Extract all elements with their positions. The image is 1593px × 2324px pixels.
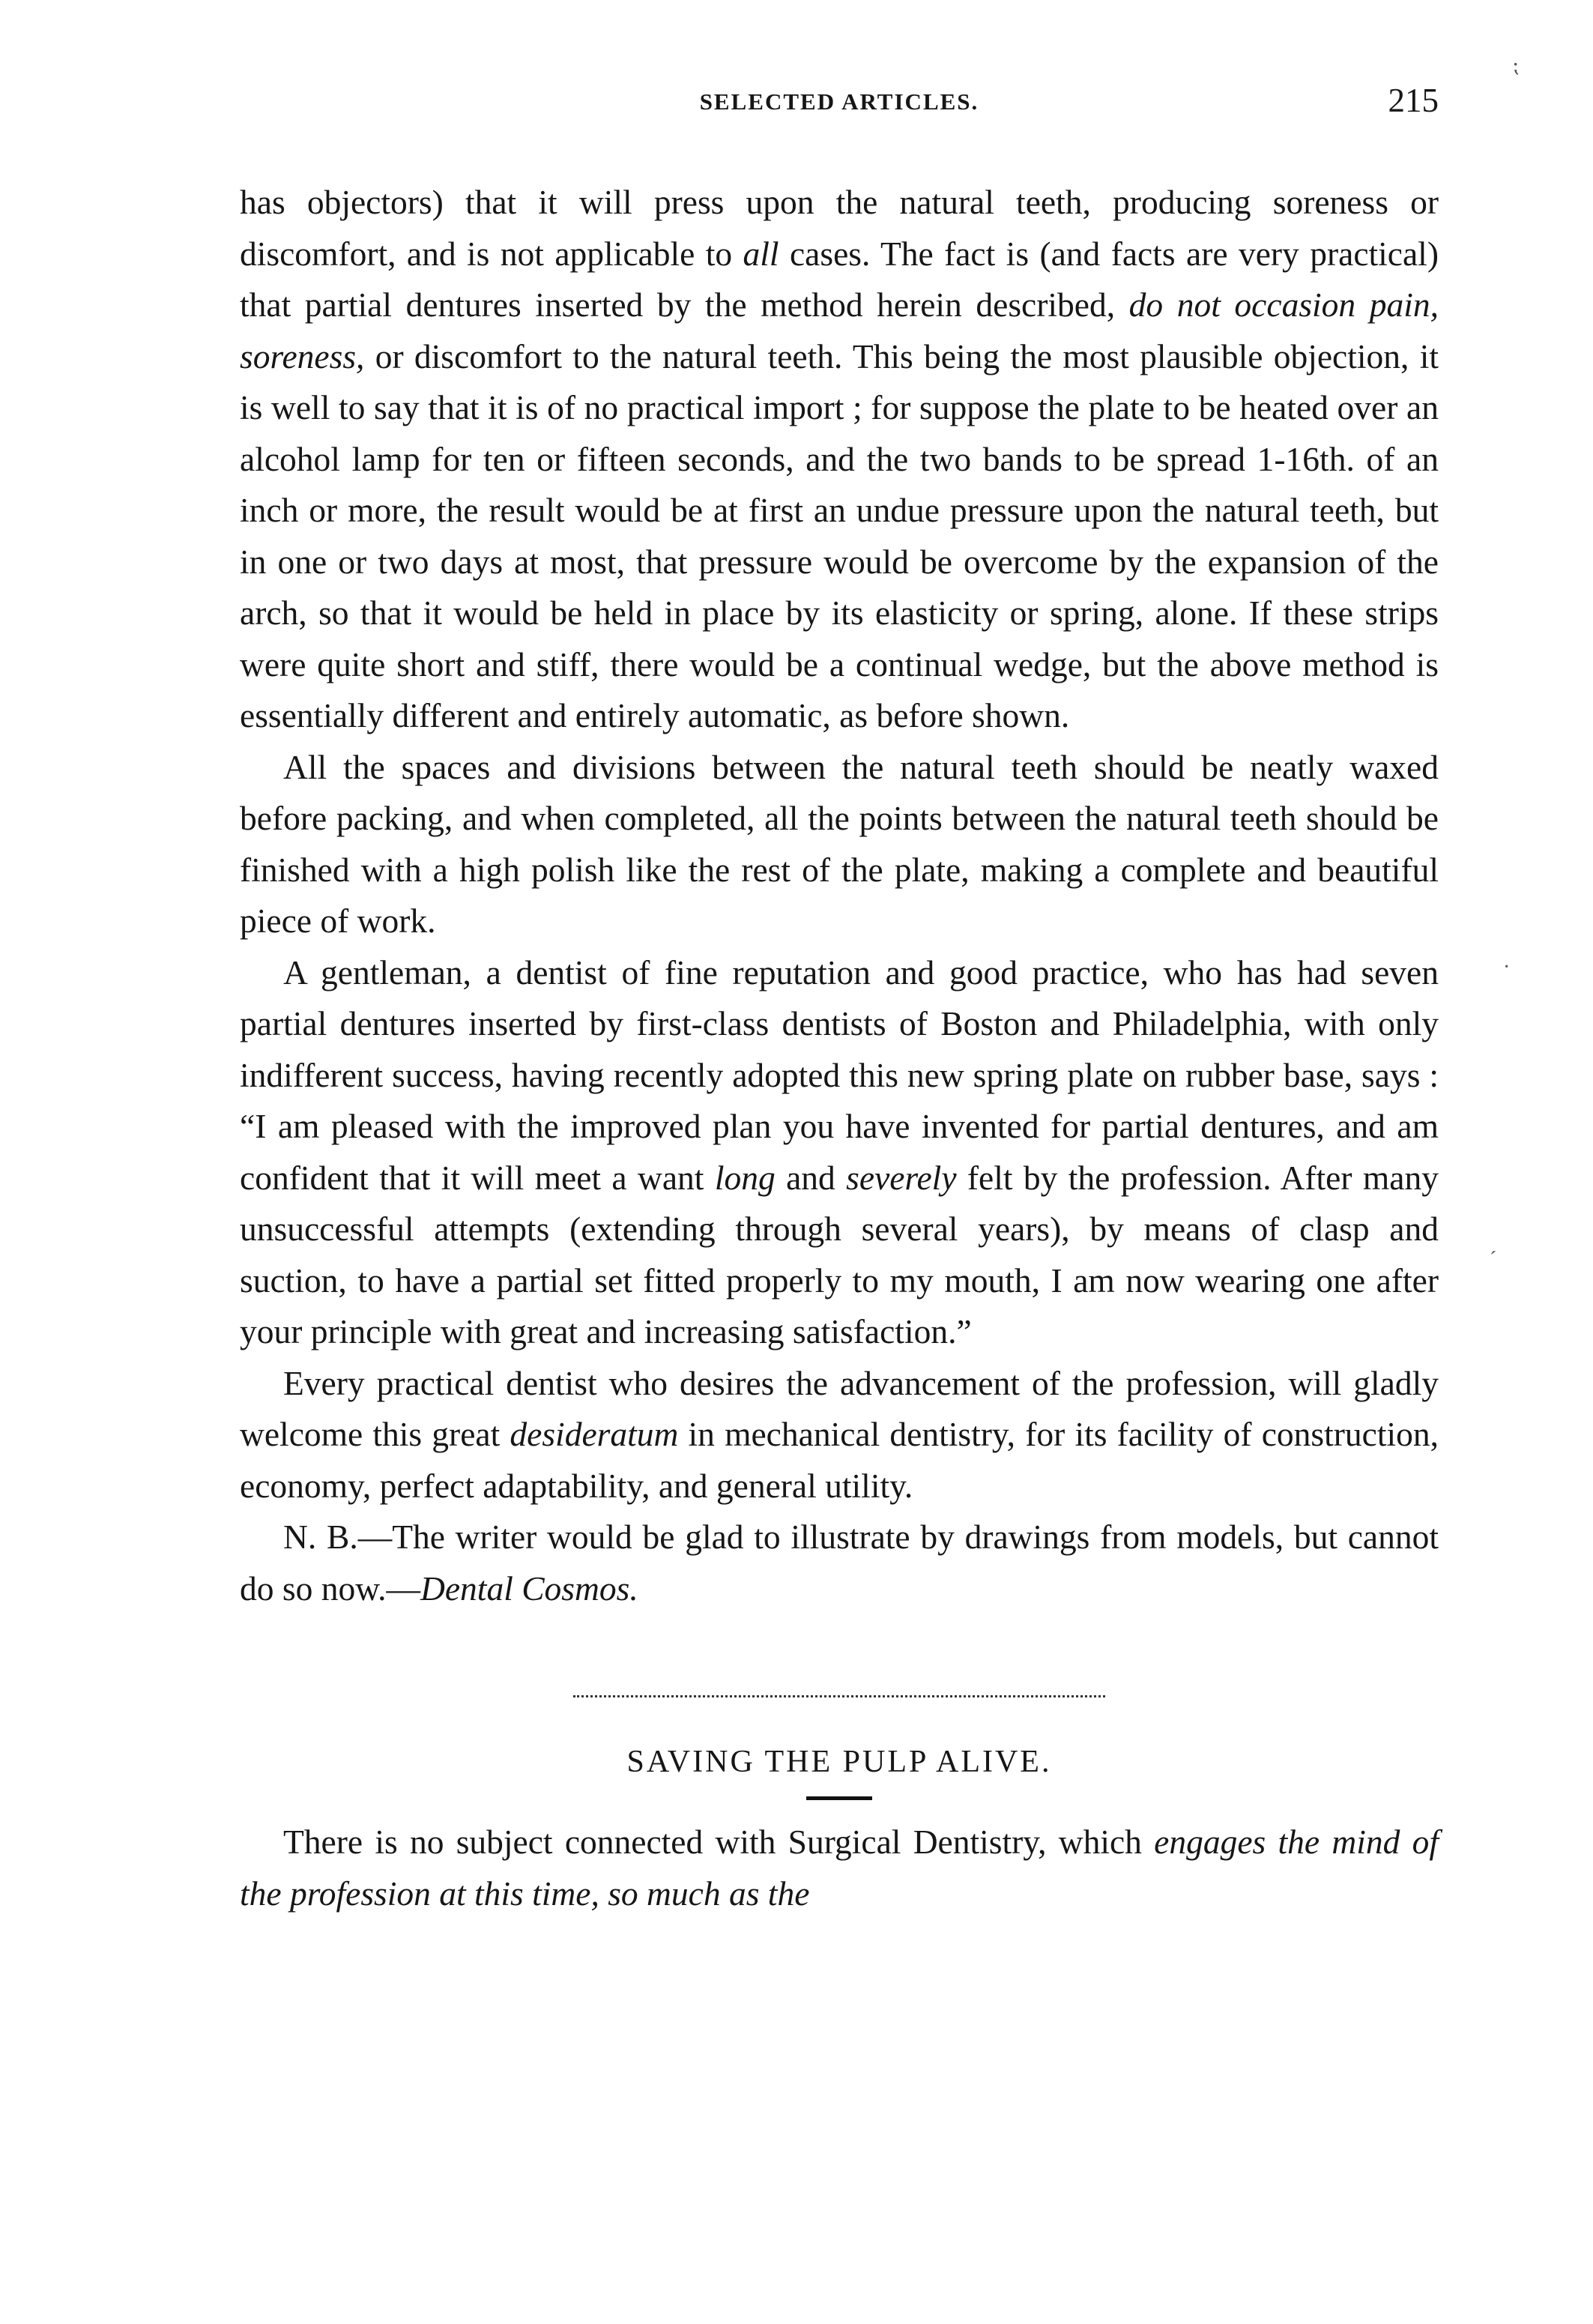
italic-text: desideratum <box>510 1415 679 1453</box>
running-title: SELECTED ARTICLES. <box>699 88 979 115</box>
text-run: in mechanical dentistry, for its facility of construction, economy, perfect adaptability, and general utility. <box>240 1415 1439 1505</box>
margin-mark: ⁏ <box>1512 54 1520 77</box>
italic-text: severely <box>846 1158 957 1197</box>
article-body <box>240 177 1439 1614</box>
section-opening-paragraph <box>240 1817 1439 1919</box>
margin-mark: · <box>1503 956 1511 979</box>
italic-text: do not occasion pain, soreness, <box>240 286 1439 375</box>
text-run: Every practical dentist who desires the advancement of the profession, will gladly welcome this great <box>240 1363 1439 1453</box>
section-title: SAVING THE PULP ALIVE. <box>626 1745 1052 1779</box>
text-run: has objectors) that it will press upon the natural teeth, producing soreness or discomfort, and is not applicable to <box>240 183 1439 273</box>
paragraph <box>240 177 1439 742</box>
page-number: 215 <box>1388 82 1439 119</box>
text-run: and <box>775 1158 847 1197</box>
margin-mark: ˊ <box>1490 1248 1497 1271</box>
paragraph <box>240 742 1439 947</box>
text-run: N. B.—The writer would be glad to illustrate by drawings from models, but cannot do so now.— <box>240 1518 1439 1608</box>
section-title-rule <box>806 1796 872 1800</box>
italic-text: engages the mind of the profession at this time, so much as the <box>240 1823 1439 1913</box>
paragraph <box>240 947 1439 1358</box>
paragraph <box>240 1358 1439 1512</box>
text-run: There is no subject connected with Surgical Dentistry, which <box>283 1823 1155 1861</box>
paragraph <box>240 1512 1439 1614</box>
italic-text: all <box>743 234 779 273</box>
running-head <box>240 81 1439 135</box>
text-run: All the spaces and divisions between the natural teeth should be neatly waxed before packing, and when completed, all the points between the natural teeth should be finished with a high polish like the rest of the plate, making a complete and beautiful piece of work. <box>240 747 1439 940</box>
text-run: A gentleman, a dentist of fine reputation and good practice, who has had seven partial dentures inserted by first-class dentists of Boston and Philadelphia, with only indifferent success, having recently adopted this new spring plate on rubber base, says : “I am pleased with the improved plan you have invented for partial dentures, and am confident that it will meet a want <box>240 953 1439 1197</box>
section-divider <box>573 1695 1105 1697</box>
text-run: cases. The fact is (and facts are very practical) that partial dentures inserted by the method herein described, <box>240 234 1439 324</box>
italic-text: Dental Cosmos. <box>420 1569 638 1608</box>
text-run: felt by the profession. After many unsuccessful attempts (extending through several years), by means of clasp and suction, to have a partial set fitted properly to my mouth, I am now wearing one after your principle with great and increasing satisfaction.” <box>240 1158 1439 1350</box>
italic-text: long <box>714 1158 776 1197</box>
page <box>240 81 1439 1919</box>
section-body <box>240 1817 1439 1919</box>
text-run: or discomfort to the natural teeth. This being the most plausible objection, it is well to say that it is of no practical import ; for suppose the plate to be heated over an alcohol lamp for ten or fifteen seconds, and the two bands to be spread 1-16th. of an inch or more, the result would be at first an undue pressure upon the natural teeth, but in one or two days at most, that pressure would be overcome by the expansion of the arch, so that it would be held in place by its elasticity or spring, alone. If these strips were quite short and stiff, there would be a continual wedge, but the above method is essentially different and entirely automatic, as before shown. <box>240 336 1439 734</box>
